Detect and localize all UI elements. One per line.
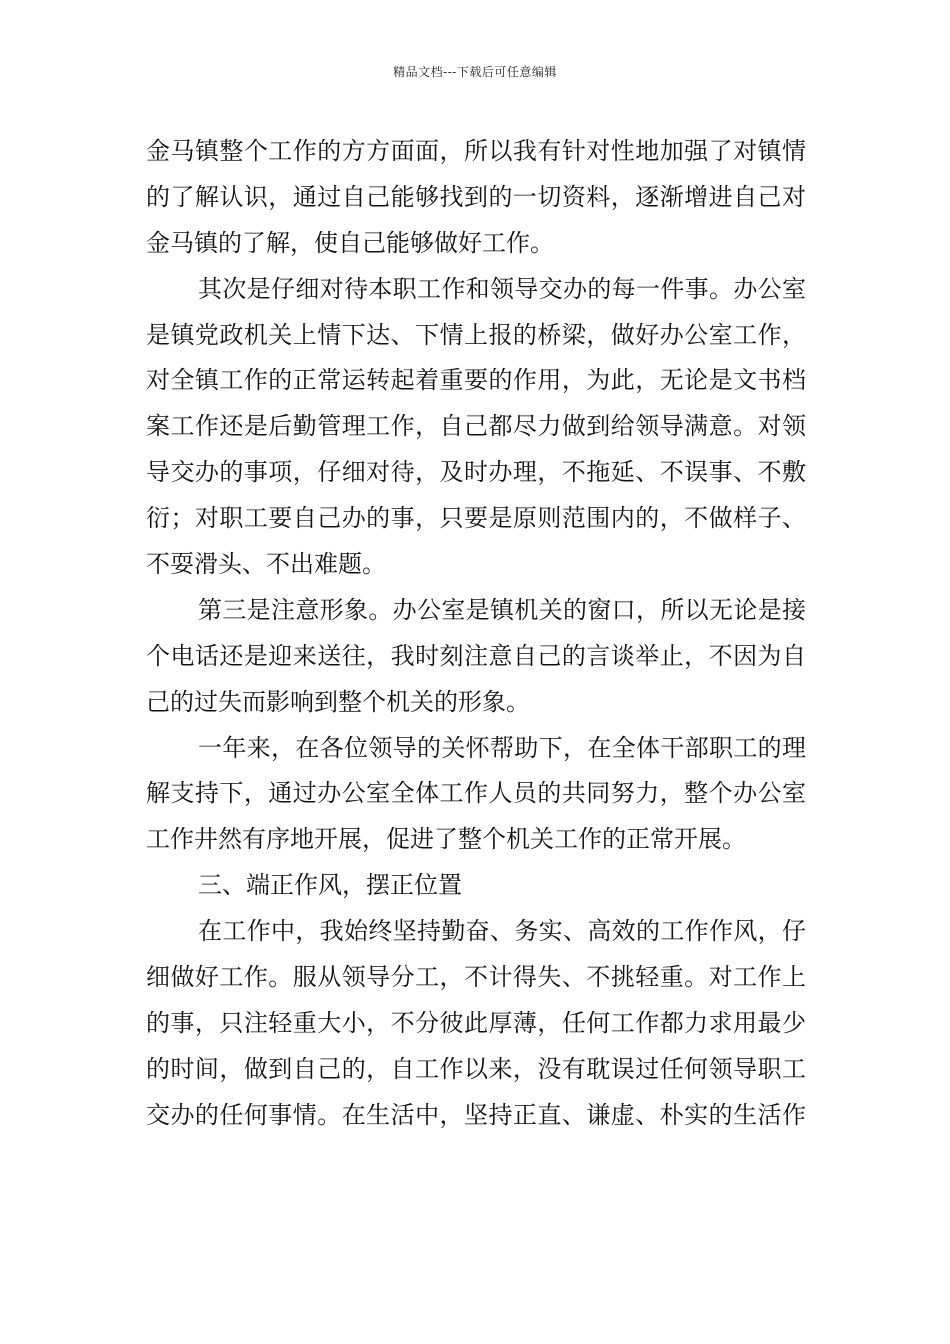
document-body <box>146 129 806 1139</box>
text-line: 金马镇整个工作的方方面面，所以我有针对性地加强了对镇情 <box>146 137 806 165</box>
text-line: 个电话还是迎来送往，我时刻注意自己的言谈举止，不因为自 <box>146 641 806 670</box>
section-heading: 三、端正作风，摆正位置 <box>198 871 462 900</box>
text-line: 的了解认识，通过自己能够找到的一切资料，逐渐增进自己对 <box>146 182 806 211</box>
text-line: 是镇党政机关上情下达、下情上报的桥梁，做好办公室工作， <box>146 320 806 349</box>
text-line: 金马镇的了解，使自己能够做好工作。 <box>146 228 554 257</box>
text-line: 衍；对职工要自己办的事，只要是原则范围内的，不做样子、 <box>146 504 806 533</box>
text-line: 的事，只注轻重大小，不分彼此厚薄，任何工作都力求用最少 <box>146 1008 806 1037</box>
text-line: 己的过失而影响到整个机关的形象。 <box>146 687 530 716</box>
text-line: 第三是注意形象。办公室是镇机关的窗口，所以无论是接 <box>198 595 806 624</box>
text-line: 一年来，在各位领导的关怀帮助下，在全体干部职工的理 <box>198 733 806 762</box>
text-line: 导交办的事项，仔细对待，及时办理，不拖延、不误事、不敷 <box>146 458 806 487</box>
text-line: 交办的任何事情。在生活中，坚持正直、谦虚、朴实的生活作 <box>146 1100 806 1129</box>
text-line: 的时间，做到自己的，自工作以来，没有耽误过任何领导职工 <box>146 1054 806 1083</box>
text-line: 案工作还是后勤管理工作，自己都尽力做到给领导满意。对领 <box>146 412 806 441</box>
text-line: 对全镇工作的正常运转起着重要的作用，为此，无论是文书档 <box>146 366 806 395</box>
text-line: 解支持下，通过办公室全体工作人员的共同努力，整个办公室 <box>146 779 806 808</box>
text-line: 工作井然有序地开展，促进了整个机关工作的正常开展。 <box>146 825 746 854</box>
text-line: 不耍滑头、不出难题。 <box>146 550 386 579</box>
page-header: 精品文档---下载后可任意编辑 <box>393 65 557 79</box>
text-line: 在工作中，我始终坚持勤奋、务实、高效的工作作风，仔 <box>198 917 806 946</box>
text-line: 细做好工作。服从领导分工，不计得失、不挑轻重。对工作上 <box>146 963 806 992</box>
text-line: 其次是仔细对待本职工作和领导交办的每一件事。办公室 <box>198 274 806 303</box>
